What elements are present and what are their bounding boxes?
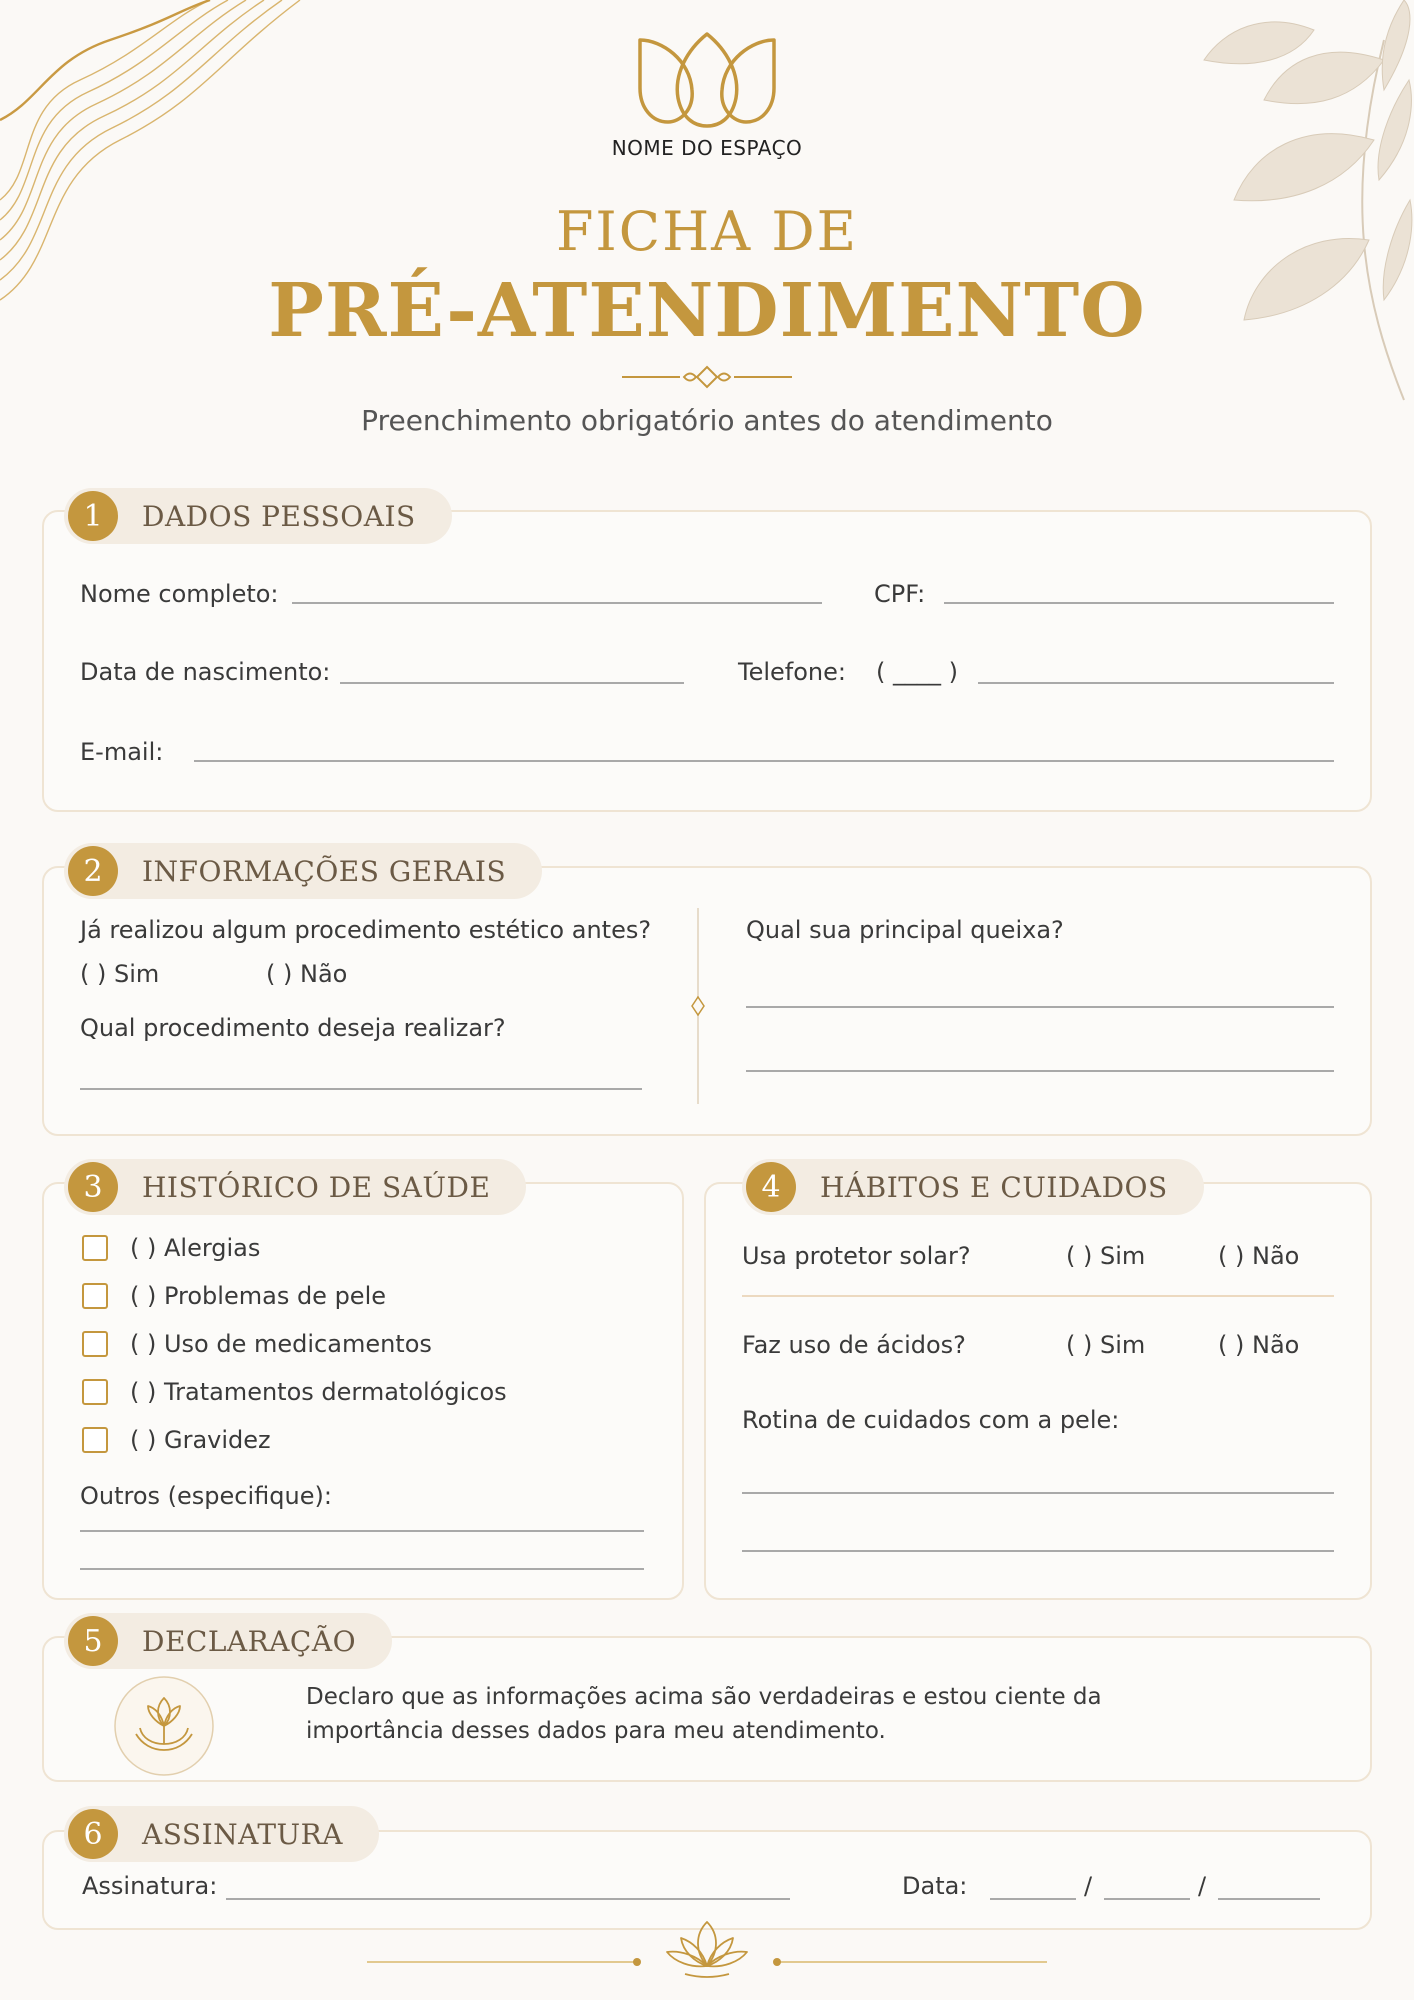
protetor-sim[interactable]: ( ) Sim <box>1066 1242 1146 1270</box>
section-2-header <box>64 843 542 899</box>
data-label: Data: <box>902 1872 968 1900</box>
option-nao[interactable]: ( ) Não <box>266 960 348 988</box>
outros-field-2[interactable] <box>80 1568 644 1570</box>
section-number: 3 <box>68 1162 118 1212</box>
q-procedimento-antes: Já realizou algum procedimento estético antes? <box>80 916 652 944</box>
subtitle: Preenchimento obrigatório antes do atendimento <box>361 404 1053 437</box>
section-number: 6 <box>68 1809 118 1859</box>
q-queixa: Qual sua principal queixa? <box>746 916 1064 944</box>
q-qual-procedimento: Qual procedimento deseja realizar? <box>80 1014 506 1042</box>
section-title: HISTÓRICO DE SAÚDE <box>142 1170 491 1204</box>
option-sim[interactable]: ( ) Sim <box>80 960 160 988</box>
date-separator: / <box>1198 1872 1207 1900</box>
declaracao-text-1: Declaro que as informações acima são verdadeiras e estou ciente da <box>306 1684 1102 1710</box>
acidos-nao[interactable]: ( ) Não <box>1218 1331 1300 1359</box>
health-item: ( ) Problemas de pele <box>130 1282 387 1310</box>
cpf-label: CPF: <box>874 580 926 608</box>
nascimento-field[interactable] <box>340 682 684 684</box>
section-number: 4 <box>746 1162 796 1212</box>
rotina-field-2[interactable] <box>742 1550 1334 1552</box>
checkbox-gravidez[interactable] <box>82 1427 108 1453</box>
page-title: PRÉ-ATENDIMENTO <box>268 268 1146 354</box>
section-title: DECLARAÇÃO <box>142 1624 357 1658</box>
health-item: ( ) Uso de medicamentos <box>130 1330 432 1358</box>
health-item: ( ) Alergias <box>130 1234 261 1262</box>
outros-field-1[interactable] <box>80 1530 644 1532</box>
health-item: ( ) Tratamentos dermatológicos <box>130 1378 507 1406</box>
date-separator: / <box>1084 1872 1093 1900</box>
declaracao-text-2: importância desses dados para meu atendimento. <box>306 1718 886 1744</box>
diamond-ornament-icon <box>622 362 792 392</box>
procedimento-field[interactable] <box>80 1088 642 1090</box>
assinatura-field[interactable] <box>226 1898 790 1900</box>
section-1-header <box>64 488 452 544</box>
nome-label: Nome completo: <box>80 580 279 608</box>
queixa-field-1[interactable] <box>746 1006 1334 1008</box>
divider <box>742 1295 1334 1297</box>
telefone-label: Telefone: <box>738 658 846 686</box>
email-field[interactable] <box>194 760 1334 762</box>
protetor-nao[interactable]: ( ) Não <box>1218 1242 1300 1270</box>
space-name: NOME DO ESPAÇO <box>611 136 803 160</box>
section-number: 1 <box>68 491 118 541</box>
outros-label: Outros (especifique): <box>80 1482 332 1510</box>
section-title: INFORMAÇÕES GERAIS <box>142 854 507 888</box>
nascimento-label: Data de nascimento: <box>80 658 331 686</box>
section-6-header <box>64 1806 379 1862</box>
section-title: HÁBITOS E CUIDADOS <box>820 1170 1168 1204</box>
q-acidos: Faz uso de ácidos? <box>742 1331 966 1359</box>
queixa-field-2[interactable] <box>746 1070 1334 1072</box>
health-item: ( ) Gravidez <box>130 1426 271 1454</box>
checkbox-tratamentos[interactable] <box>82 1379 108 1405</box>
telefone-ddd[interactable]: ( ____ ) <box>876 658 958 686</box>
telefone-field[interactable] <box>978 682 1334 684</box>
checkbox-medicamentos[interactable] <box>82 1331 108 1357</box>
date-month-field[interactable] <box>1104 1898 1190 1900</box>
nome-field[interactable] <box>292 602 822 604</box>
checkbox-problemas-pele[interactable] <box>82 1283 108 1309</box>
lotus-icon <box>367 1914 1047 1986</box>
acidos-sim[interactable]: ( ) Sim <box>1066 1331 1146 1359</box>
section-5-header <box>64 1613 392 1669</box>
q-rotina: Rotina de cuidados com a pele: <box>742 1406 1120 1434</box>
lotus-hands-icon <box>112 1674 216 1778</box>
assinatura-label: Assinatura: <box>82 1872 218 1900</box>
date-day-field[interactable] <box>990 1898 1076 1900</box>
section-title: ASSINATURA <box>142 1817 343 1851</box>
section-informacoes-gerais <box>42 866 1372 1136</box>
section-4-header <box>742 1159 1204 1215</box>
section-number: 5 <box>68 1616 118 1666</box>
date-year-field[interactable] <box>1218 1898 1320 1900</box>
checkbox-alergias[interactable] <box>82 1235 108 1261</box>
title-line-1: FICHA DE <box>555 200 859 263</box>
email-label: E-mail: <box>80 738 164 766</box>
q-protetor: Usa protetor solar? <box>742 1242 971 1270</box>
section-title: DADOS PESSOAIS <box>142 499 416 533</box>
divider-diamond-icon <box>690 996 706 1016</box>
section-number: 2 <box>68 846 118 896</box>
three-petals-logo-icon <box>632 30 782 130</box>
cpf-field[interactable] <box>944 602 1334 604</box>
rotina-field-1[interactable] <box>742 1492 1334 1494</box>
section-3-header <box>64 1159 526 1215</box>
